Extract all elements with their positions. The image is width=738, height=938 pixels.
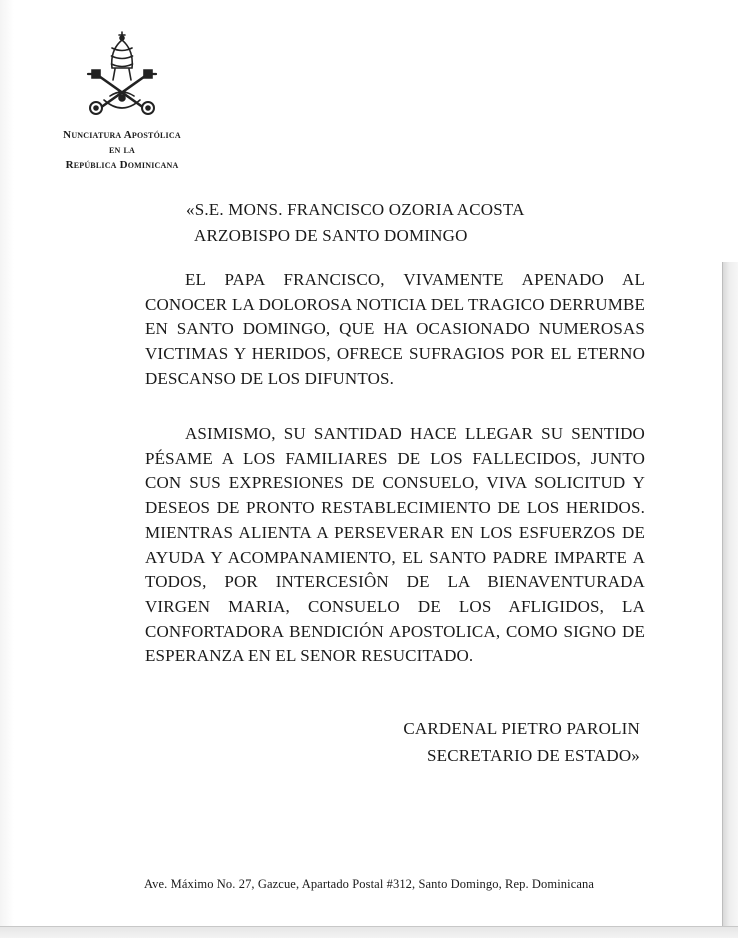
signature-name: CARDENAL PIETRO PAROLIN [403,719,640,738]
body-paragraph-2 [145,422,645,669]
page-edge-shadow [722,262,738,937]
papal-emblem-icon [82,28,162,118]
letterhead-line-2: en la [109,144,135,156]
page-bottom-shadow [0,926,738,938]
body-paragraph-1-text: EL PAPA FRANCISCO, VIVAMENTE APENADO AL CONOCER LA DOLOROSA NOTICIA DEL TRAGICO DERRUMBE EN SANTO DOMINGO, QUE HA OCASIONADO NUMEROSAS VICTIMAS Y HERIDOS, OFRECE SUFRAGIOS POR EL ETERNO DESCANSO DE LOS DIFUNTOS. [145,270,645,388]
signature-title: SECRETARIO DE ESTADO» [426,746,640,765]
letterhead-line-1: Nunciatura Apostólica [63,129,181,141]
letterhead-line-3: República Dominicana [65,159,179,171]
footer-address: Ave. Máximo No. 27, Gazcue, Apartado Postal #312, Santo Domingo, Rep. Dominicana [143,877,595,891]
body-paragraph-1 [145,268,645,392]
nunciature-letterhead [38,128,206,173]
body-paragraph-2-text: ASIMISMO, SU SANTIDAD HACE LLEGAR SU SENTIDO PÉSAME A LOS FAMILIARES DE LOS FALLECIDOS, JUNTO CON SUS EXPRESIONES DE CONSUELO, VIVA SOLICITUD Y DESEOS DE PRONTO RESTABLECIMIENTO DE LOS HERIDOS. MIENTRAS ALIENTA A PERSEVERAR EN LOS ESFUERZOS DE AYUDA Y ACOMPANAMIENTO, EL SANTO PADRE IMPARTE A TODOS, POR INTERCESIÔN DE LA BIENAVENTURADA VIRGEN MARIA, CONSUELO DE LOS AFLIGIDOS, LA CONFORTADORA BENDICIÓN APOSTOLICA, COMO SIGNO DE ESPERANZA EN EL SENOR RESUCITADO. [145,424,645,666]
recipient-title: ARZOBISPO DE SANTO DOMINGO [194,226,468,245]
recipient-name: «S.E. MONS. FRANCISCO OZORIA ACOSTA [186,200,525,219]
